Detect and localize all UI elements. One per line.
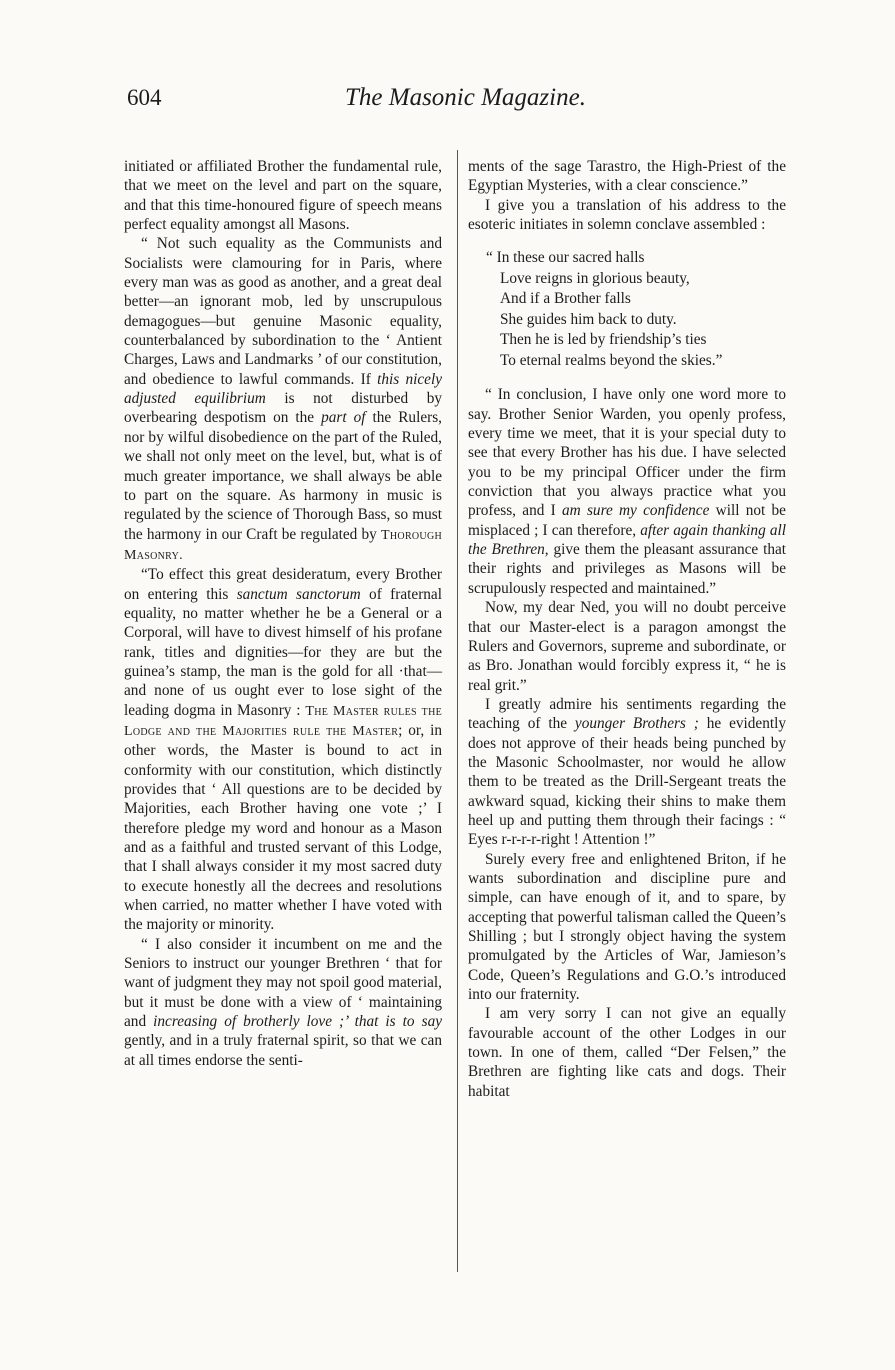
paragraph: initiated or affiliated Brother the fundamental rule, that we meet on the level and part on the square, and that this time-honoured figure of speech means perfect equality amongst all Masons. xyxy=(124,158,442,234)
paragraph: “ I also consider it incumbent on me and the Seniors to instruct our younger Brethren ‘ that for want of judgment they may not spoil good material, but it must be done with a view of ‘ maintaining and increasing of brotherly love ;’ that is to say gently, and in a truly fraternal spirit, so that we can at all times endorse the senti- xyxy=(124,935,443,1069)
verse-line: Then he is led by friendship’s ties xyxy=(500,331,707,349)
paragraph: I greatly admire his sentiments regarding the teaching of the younger Brothers ; he evidently does not approve of their heads being punched by the Masonic Schoolmaster, nor would he allow them to be treated as the Drill-Sergeant treats the awkward squad, kicking their shins to make them heel up and putting them through their facings : “ Eyes r-r-r-r-right ! Attention !” xyxy=(468,695,787,849)
paragraph: “ In conclusion, I have only one word more to say. Brother Senior Warden, you openly profess, every time we meet, that it is your special duty to see that every Brother has his due. I have selected you to be my principal Officer under the firm conviction that you always practice what you profess, and I am sure my confidence will not be misplaced ; I can therefore, after again thanking all the Brethren, give them the pleasant assurance that their rights and privileges as Masons will be scrupulously respected and maintained.” xyxy=(468,386,787,597)
left-column xyxy=(124,157,442,1070)
paragraph: ments of the sage Tarastro, the High-Priest of the Egyptian Mysteries, with a clear conscience.” xyxy=(468,158,786,195)
verse-line: “ In these our sacred halls xyxy=(486,249,645,267)
paragraph: Now, my dear Ned, you will no doubt perceive that our Master-elect is a paragon amongst the Rulers and Governors, supreme and subordinate, or as Bro. Jonathan would forcibly express it, “ he is real grit.” xyxy=(468,599,786,694)
verse xyxy=(486,248,786,371)
verse-line: She guides him back to duty. xyxy=(500,310,677,328)
column-divider xyxy=(457,150,458,1272)
paragraph: “To effect this great desideratum, every Brother on entering this sanctum sanctorum of fraternal equality, no matter whether he be a General or a Corporal, will have to divest himself of his profane rank, titles and dignities—for they are but the guinea’s stamp, the man is the gold for all ·that—and none of us ought ever to lose sight of the leading dogma in Masonry : The Master rules the Lodge and the Majorities rule the Master; or, in other words, the Master is bound to act in conformity with our constitution, which distinctly provides that ‘ All questions are to be decided by Majorities, each Brother having one vote ;’ I therefore pledge my word and honour as a Mason and as a faithful and trusted servant of this Lodge, that I shall always consider it my most sacred duty to execute honestly all the decrees and resolutions when carried, no matter whether I have voted with the majority or minority. xyxy=(124,566,442,934)
running-title: The Masonic Magazine. xyxy=(345,84,586,111)
paragraph: I give you a translation of his address to the esoteric initiates in solemn conclave assembled : xyxy=(468,196,786,234)
page-number: 604 xyxy=(127,85,162,110)
verse-line: To eternal realms beyond the skies.” xyxy=(500,351,723,369)
right-column xyxy=(468,157,786,1101)
verse-line: Love reigns in glorious beauty, xyxy=(500,269,690,287)
verse-line: And if a Brother falls xyxy=(500,290,631,308)
paragraph: I am very sorry I can not give an equally favourable account of the other Lodges in our town. In one of them, called “Der Felsen,” the Brethren are fighting like cats and dogs. Their habitat xyxy=(468,1005,786,1100)
paragraph: “ Not such equality as the Communists and Socialists were clamouring for in Paris, where every man was as good as another, and a great deal better—an ignorant mob, led by unscrupulous demagogues—but genuine Masonic equality, counterbalanced by subordination to the ‘ Antient Charges, Laws and Landmarks ’ of our constitution, and obedience to lawful commands. If this nicely adjusted equilibrium is not disturbed by overbearing despotism on the part of the Rulers, nor by wilful disobedience on the part of the Ruled, we shall not only meet on the level, but, what is of much greater importance, we shall always be able to part on the square. As harmony in music is regulated by the science of Thorough Bass, so must the harmony in our Craft be regulated by Thorough Masonry. xyxy=(124,235,443,563)
paragraph: Surely every free and enlightened Briton, if he wants subordination and discipline pure and simple, can have enough of it, and to spare, by accepting that powerful talisman called the Queen’s Shilling ; but I strongly object having the system promulgated by the Articles of War, Jamieson’s Code, Queen’s Regulations and G.O.’s introduced into our fraternity. xyxy=(468,850,786,1004)
